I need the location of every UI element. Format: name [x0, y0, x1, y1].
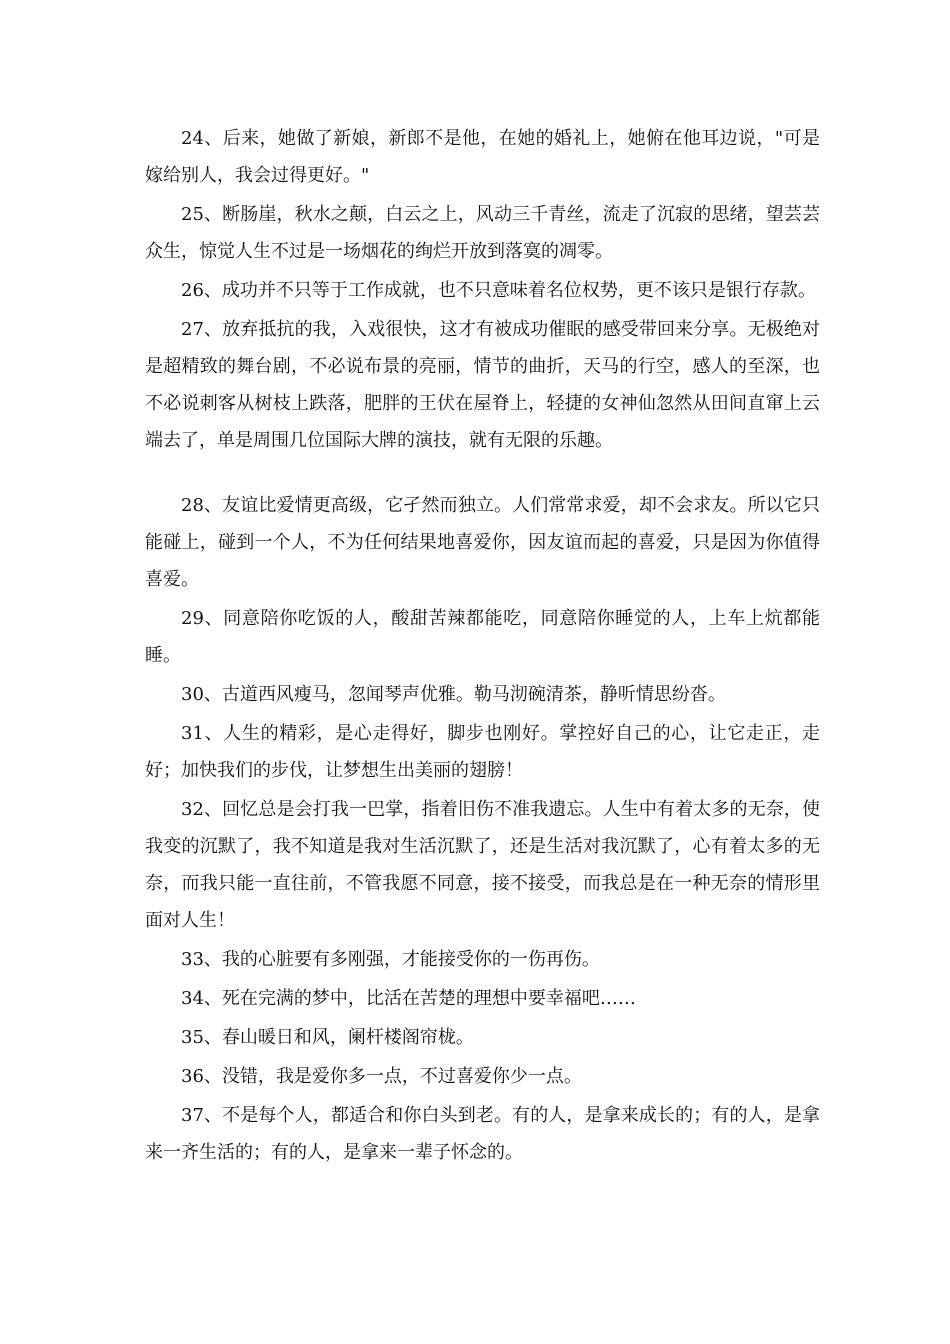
paragraph-35: 35、春山暖日和风，阑杆楼阁帘栊。	[181, 1027, 474, 1048]
paragraph-26: 26、成功并不只等于工作成就，也不只意味着名位权势，更不该只是银行存款。	[181, 280, 816, 301]
document-body	[145, 120, 820, 1173]
paragraph-31: 31、人生的精彩，是心走得好，脚步也刚好。掌控好自己的心，让它走正，走好；加快我们的步伐，让梦想生出美丽的翅膀！	[145, 723, 820, 781]
paragraph-37: 37、不是每个人，都适合和你白头到老。有的人，是拿来成长的；有的人，是拿来一齐生活的；有的人，是拿来一辈子怀念的。	[145, 1105, 820, 1163]
paragraph-29: 29、同意陪你吃饭的人，酸甜苦辣都能吃，同意陪你睡觉的人，上车上炕都能睡。	[145, 608, 820, 666]
paragraph-32: 32、回忆总是会打我一巴掌，指着旧伤不准我遗忘。人生中有着太多的无奈，使我变的沉默了，我不知道是我对生活沉默了，还是生活对我沉默了，心有着太多的无奈，而我只能一直往前，不管我愿不同意，接不接受，而我总是在一种无奈的情形里面对人生！	[145, 799, 820, 931]
paragraph-34: 34、死在完满的梦中，比活在苦楚的理想中要幸福吧……	[181, 988, 636, 1009]
paragraph-25: 25、断肠崖，秋水之颠，白云之上，风动三千青丝，流走了沉寂的思绪，望芸芸众生，惊觉人生不过是一场烟花的绚烂开放到落寞的凋零。	[145, 204, 820, 262]
paragraph-28: 28、友谊比爱情更高级，它孑然而独立。人们常常求爱，却不会求友。所以它只能碰上，碰到一个人，不为任何结果地喜爱你，因友谊而起的喜爱，只是因为你值得喜爱。	[145, 495, 820, 590]
paragraph-36: 36、没错，我是爱你多一点，不过喜爱你少一点。	[181, 1066, 582, 1087]
paragraph-27: 27、放弃抵抗的我，入戏很快，这才有被成功催眠的感受带回来分享。无极绝对是超精致的舞台剧，不必说布景的亮丽，情节的曲折，天马的行空，感人的至深，也不必说刺客从树枝上跌落，肥胖的王伏在屋脊上，轻捷的女神仙忽然从田间直窜上云端去了，单是周围几位国际大牌的演技，就有无限的乐趣。	[145, 319, 820, 451]
paragraph-30: 30、古道西风瘦马，忽闻琴声优雅。勒马沏碗清茶，静听情思纷沓。	[181, 684, 726, 705]
paragraph-24: 24、后来，她做了新娘，新郎不是他，在她的婚礼上，她俯在他耳边说，"可是嫁给别人，我会过得更好。"	[145, 128, 820, 186]
paragraph-33: 33、我的心脏要有多刚强，才能接受你的一伤再伤。	[181, 949, 600, 970]
